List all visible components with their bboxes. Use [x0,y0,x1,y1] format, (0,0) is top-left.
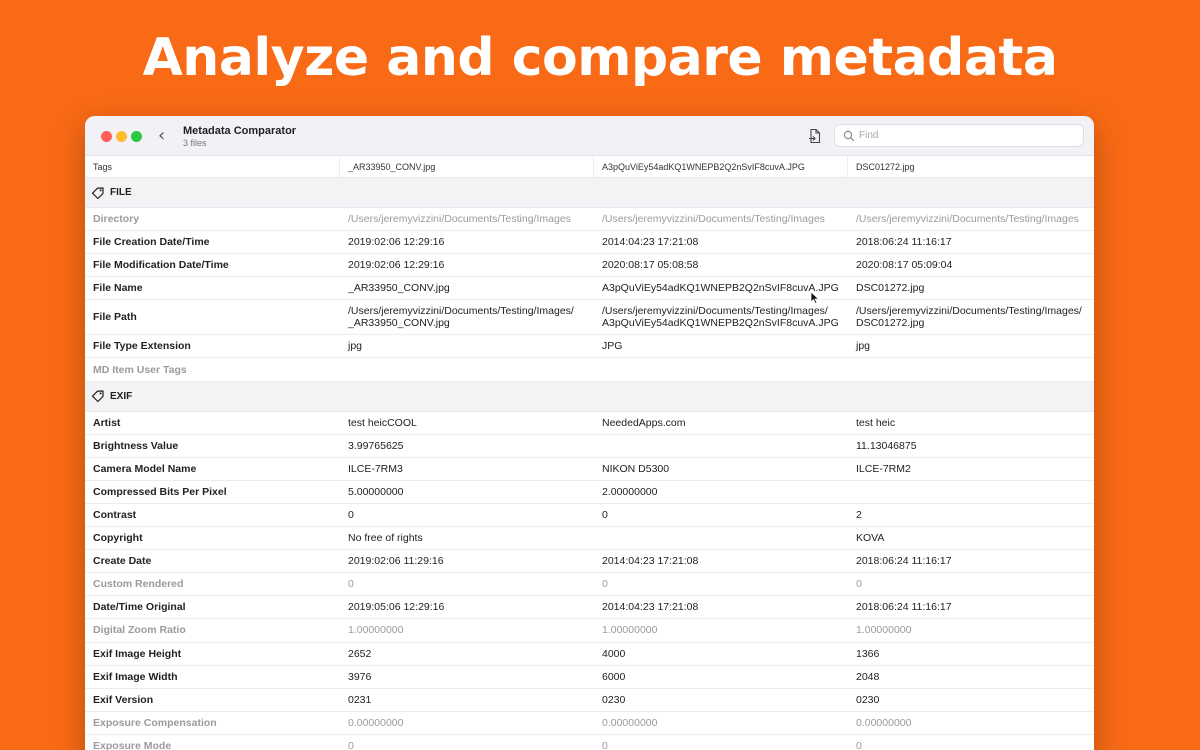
value-cell: 0 [602,578,608,591]
value-cell: 3976 [348,670,372,683]
tag-name-cell: Create Date [93,555,152,568]
tag-name-cell: Exposure Mode [93,739,172,750]
value-line: A3pQuViEy54adKQ1WNEPB2Q2nSvIF8cuvA.JPG [602,317,839,330]
value-cell: 4000 [602,647,626,660]
tag-name-cell: Date/Time Original [93,601,186,614]
column-header-row [85,156,1094,178]
column-header-file-2[interactable]: A3pQuViEy54adKQ1WNEPB2Q2nSvIF8cuvA.JPG [594,156,848,178]
mouse-cursor-icon [810,291,820,305]
section-header[interactable] [85,382,1094,412]
value-cell: 2018:06:24 11:16:17 [856,601,952,614]
metadata-table [85,178,1094,750]
tag-name-cell: Compressed Bits Per Pixel [93,485,227,498]
table-row[interactable] [85,527,1094,550]
tag-icon [91,389,105,403]
tag-name-cell: File Modification Date/Time [93,259,229,272]
value-line: /Users/jeremyvizzini/Documents/Testing/Images/ [602,305,828,318]
table-row[interactable] [85,231,1094,254]
tag-name-cell: Copyright [93,532,143,545]
tag-name-cell: File Creation Date/Time [93,236,210,249]
value-cell: A3pQuViEy54adKQ1WNEPB2Q2nSvIF8cuvA.JPG [602,282,839,295]
table-row[interactable] [85,335,1094,358]
table-row[interactable] [85,481,1094,504]
minimize-window-button[interactable] [116,131,127,142]
tag-icon [91,186,105,200]
value-line: /Users/jeremyvizzini/Documents/Testing/Images/ [348,305,574,318]
column-header-tags[interactable]: Tags [85,156,340,178]
value-cell: 0 [602,739,608,750]
value-cell: 0 [602,508,608,521]
value-cell: 0 [856,578,862,591]
value-cell [848,300,1094,334]
table-row[interactable] [85,277,1094,300]
value-cell: JPG [602,340,623,353]
headline: Analyze and compare metadata [142,28,1058,88]
value-cell: 2019:05:06 12:29:16 [348,601,445,614]
value-cell: DSC01272.jpg [856,282,925,295]
tag-name-cell: Exposure Compensation [93,716,217,729]
table-row[interactable] [85,712,1094,735]
value-cell: 2019:02:06 11:29:16 [348,555,444,568]
value-cell: 2014:04:23 17:21:08 [602,236,699,249]
tag-name-cell: Brightness Value [93,439,179,452]
value-cell: No free of rights [348,532,423,545]
table-row[interactable] [85,689,1094,712]
value-cell: NeededApps.com [602,416,686,429]
value-cell: 2652 [348,647,372,660]
value-cell: 2018:06:24 11:16:17 [856,555,952,568]
table-row[interactable] [85,458,1094,481]
column-header-file-3[interactable]: DSC01272.jpg [856,161,915,172]
value-cell: 0231 [348,693,372,706]
value-cell: KOVA [856,532,885,545]
value-cell: 2 [856,508,862,521]
window-title: Metadata Comparator [183,125,297,137]
value-cell: 0230 [856,693,880,706]
value-cell: 2019:02:06 12:29:16 [348,236,445,249]
value-cell [340,365,594,375]
table-row[interactable] [85,208,1094,231]
value-cell [594,300,848,334]
value-cell: /Users/jeremyvizzini/Documents/Testing/Images [348,213,571,226]
value-cell: ILCE-7RM2 [856,462,911,475]
close-window-button[interactable] [101,131,112,142]
search-icon [843,130,855,142]
section-label: FILE [110,187,132,198]
value-cell: 1366 [856,647,880,660]
value-cell: 0 [348,739,354,750]
value-cell [848,487,1094,497]
value-cell [340,300,594,334]
tag-name-cell: Artist [93,416,121,429]
tag-name-cell: Exif Image Height [93,647,182,660]
value-cell: 0.00000000 [602,716,658,729]
table-row[interactable] [85,412,1094,435]
value-cell: 6000 [602,670,626,683]
table-row[interactable] [85,254,1094,277]
value-cell: test heic [856,416,896,429]
zoom-window-button[interactable] [131,131,142,142]
search-field[interactable] [834,124,1084,147]
tag-name-cell: Digital Zoom Ratio [93,624,186,637]
section-label: EXIF [110,390,133,402]
tag-name-cell: Custom Rendered [93,578,184,591]
window-subtitle: 3 files [183,138,207,148]
tag-name-cell: Exif Version [93,693,154,706]
value-cell: 2018:06:24 11:16:17 [856,236,952,249]
value-cell: 0 [348,578,354,591]
value-cell: test heicCOOL [348,416,417,429]
table-row[interactable] [85,504,1094,527]
value-cell: 0 [348,508,354,521]
column-header-file-1[interactable]: _AR33950_CONV.jpg [340,156,594,178]
table-row[interactable] [85,435,1094,458]
table-row[interactable] [85,666,1094,689]
value-cell [594,441,848,451]
value-cell: _AR33950_CONV.jpg [348,282,450,295]
value-cell: /Users/jeremyvizzini/Documents/Testing/Images [602,213,825,226]
value-cell: 3.99765625 [348,439,404,452]
value-cell: /Users/jeremyvizzini/Documents/Testing/Images [856,213,1079,226]
value-cell: 2014:04:23 17:21:08 [602,555,699,568]
value-cell: 1.00000000 [348,624,404,637]
table-row[interactable] [85,358,1094,381]
table-row[interactable] [85,619,1094,642]
titlebar [85,116,1094,156]
value-line: DSC01272.jpg [856,317,925,330]
tag-name-cell: File Type Extension [93,340,191,353]
value-cell: 2014:04:23 17:21:08 [602,601,699,614]
tag-name-cell: Exif Image Width [93,670,178,683]
value-cell [594,365,848,375]
table-row[interactable] [85,573,1094,596]
value-line: /Users/jeremyvizzini/Documents/Testing/Images/ [856,305,1082,318]
value-cell: 1.00000000 [602,624,658,637]
value-cell: NIKON D5300 [602,462,670,475]
table-row[interactable] [85,643,1094,666]
tag-name-cell: Contrast [93,508,137,521]
value-cell: 0 [856,739,862,750]
value-cell: jpg [348,340,363,353]
table-row[interactable] [85,300,1094,335]
value-cell: 0.00000000 [856,716,912,729]
value-cell: 1.00000000 [856,624,912,637]
value-cell: 0.00000000 [348,716,404,729]
value-cell: 11.13046875 [856,439,917,452]
search-input[interactable] [859,127,1074,144]
tag-name-cell: MD Item User Tags [93,363,187,376]
tag-name-cell: File Path [93,311,137,324]
value-cell: 2020:08:17 05:09:04 [856,259,953,272]
value-cell: jpg [856,340,871,353]
value-line: _AR33950_CONV.jpg [348,317,450,330]
tag-name-cell: File Name [93,282,143,295]
value-cell: 2.00000000 [602,485,658,498]
section-header[interactable] [85,178,1094,208]
value-cell: 2020:08:17 05:08:58 [602,259,699,272]
app-window [85,116,1094,750]
value-cell: 2019:02:06 12:29:16 [348,259,445,272]
value-cell: 5.00000000 [348,485,404,498]
tag-name-cell: Directory [93,213,140,226]
value-cell: 2048 [856,670,880,683]
back-chevron-icon[interactable]: ‹ [158,125,166,146]
value-cell: 0230 [602,693,626,706]
table-row[interactable] [85,550,1094,573]
export-file-icon[interactable] [807,128,823,144]
value-cell [594,533,848,543]
table-row[interactable] [85,596,1094,619]
value-cell: ILCE-7RM3 [348,462,403,475]
tag-name-cell: Camera Model Name [93,462,197,475]
table-row[interactable] [85,735,1094,750]
value-cell [848,365,1094,375]
